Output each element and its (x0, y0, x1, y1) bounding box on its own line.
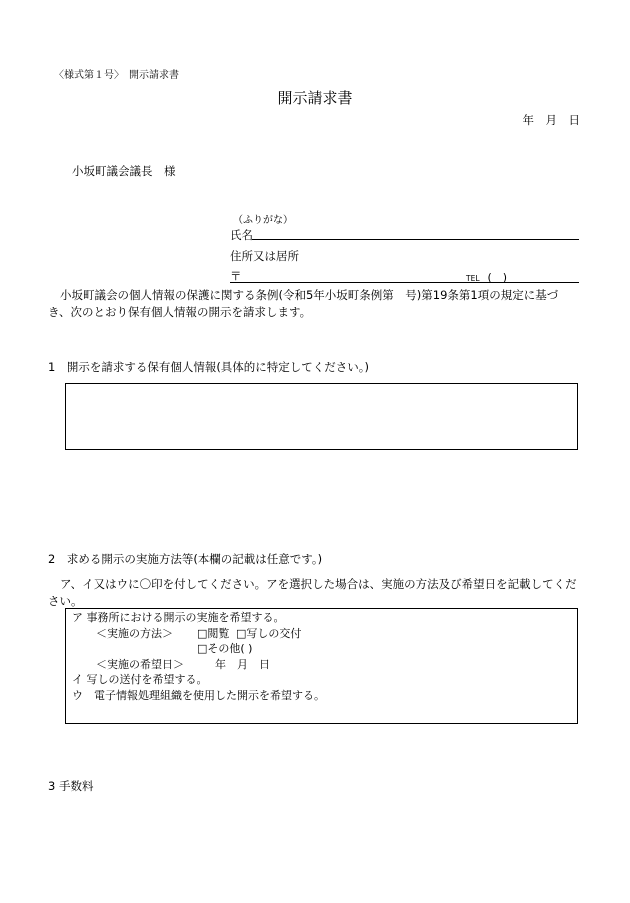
section-3-heading: 3 手数料 (48, 779, 94, 793)
tel-label: TEL (466, 274, 480, 283)
disclosure-method-box (65, 608, 578, 724)
address-field[interactable] (230, 282, 579, 283)
method-label: ＜実施の方法＞ (96, 627, 173, 640)
desired-date[interactable]: 年 月 日 (215, 658, 270, 671)
address-label: 住所又は居所 (230, 249, 299, 263)
tel-paren: ( ) (487, 271, 508, 284)
date-label: ＜実施の希望日＞ (96, 658, 184, 671)
method-copy-checkbox[interactable]: □写しの交付 (236, 627, 302, 640)
name-field[interactable] (252, 239, 579, 240)
section-1-heading: 1 開示を請求する保有個人情報(具体的に特定してください。) (48, 360, 370, 374)
method-view-checkbox[interactable]: □閲覧 (197, 627, 230, 640)
request-date: 年 月 日 (522, 113, 580, 127)
option-a[interactable]: ア 事務所における開示の実施を希望する。 (72, 611, 285, 624)
section-2-heading: 2 求める開示の実施方法等(本欄の記載は任意です。) (48, 552, 323, 566)
postal-mark: 〒 (230, 269, 242, 283)
addressee: 小坂町議会議長 様 (72, 164, 176, 178)
document-title: 開示請求書 (277, 89, 353, 107)
name-label: 氏名 (230, 228, 253, 242)
option-i[interactable]: イ 写しの送付を希望する。 (72, 673, 208, 686)
furigana-label: （ふりがな） (233, 215, 293, 226)
option-u[interactable]: ウ 電子情報処理組織を使用した開示を希望する。 (72, 689, 325, 702)
form-number-label: 〈様式第１号〉 開示請求書 (54, 70, 179, 81)
method-other-checkbox[interactable]: □その他( ) (197, 642, 253, 655)
intro-text: 小坂町議会の個人情報の保護に関する条例(令和5年小坂町条例第 号)第19条第1項の規定に基づき、次のとおり保有個人情報の開示を請求します。 (48, 288, 559, 319)
section-2-note: ア、イ又はウに〇印を付してください。アを選択した場合は、実施の方法及び希望日を記載してください。 (48, 577, 577, 608)
requested-info-box[interactable] (65, 383, 578, 450)
tel-field[interactable] (466, 269, 507, 285)
